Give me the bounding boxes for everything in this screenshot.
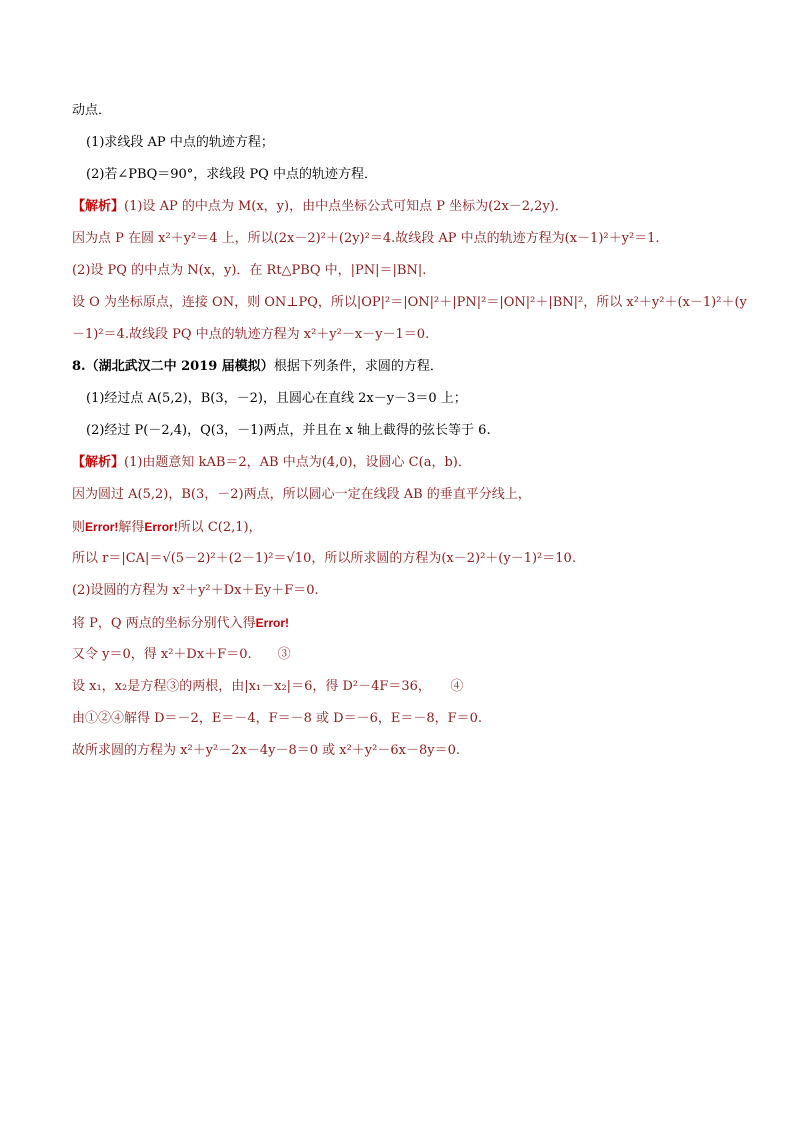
solution-line: (2)设 PQ 的中点为 N(x，y)．在 Rt△PBQ 中，|PN|＝|BN|. (72, 263, 427, 278)
solution-line: 因为点 P 在圆 x²＋y²＝4 上，所以(2x－2)²＋(2y)²＝4.故线段 AP 中点的轨迹方程为(x－1)²＋y²＝1. (72, 231, 660, 246)
solution-line: 由①②④解得 D＝－2，E＝－4，F＝－8 或 D＝－6，E＝－8，F＝0. (72, 711, 483, 726)
solution-line: 【解析】(1)由题意知 kAB＝2，AB 中点为(4,0)，设圆心 C(a，b)． (72, 455, 471, 470)
solution-line: 【解析】(1)设 AP 的中点为 M(x，y)，由中点坐标公式可知点 P 坐标为(2x－2,2y)． (72, 199, 568, 214)
solution-line: 所以 r＝|CA|＝√(5－2)²＋(2－1)²＝√10，所以所求圆的方程为(x－2)²＋(y－1)²＝10. (72, 551, 576, 566)
solution-line: 因为圆过 A(5,2)，B(3，－2)两点，所以圆心一定在线段 AB 的垂直平分线上， (72, 487, 531, 502)
question-part-1: (1)经过点 A(5,2)，B(3，－2)，且圆心在直线 2x－y－3＝0 上； (86, 391, 467, 406)
solution-line: 设 x₁，x₂是方程③的两根，由|x₁－x₂|＝6，得 D²－4F＝36， ④ (72, 679, 464, 694)
error-field: Error! (255, 616, 290, 630)
error-field: Error! (85, 520, 119, 534)
solution-line: 则Error!解得Error!所以 C(2,1)， (72, 520, 262, 535)
solution-line: 将 P，Q 两点的坐标分别代入得Error! (72, 616, 290, 631)
error-field: Error! (144, 520, 178, 534)
question-part-2: (2)若∠PBQ＝90°，求线段 PQ 中点的轨迹方程． (86, 167, 377, 182)
solution-tag: 【解析】 (72, 199, 125, 214)
solution-line: －1)²＝4.故线段 PQ 中点的轨迹方程为 x²＋y²－x－y－1＝0. (72, 327, 430, 342)
question-part-2: (2)经过 P(－2,4)，Q(3，－1)两点，并且在 x 轴上截得的弦长等于 6. (86, 423, 491, 438)
problem-heading: 8.（湖北武汉二中 2019 届模拟）根据下列条件，求圆的方程． (72, 359, 443, 374)
question-part-1: (1)求线段 AP 中点的轨迹方程； (86, 135, 274, 150)
solution-line: (2)设圆的方程为 x²＋y²＋Dx＋Ey＋F＝0. (72, 583, 319, 598)
text-line: 动点． (72, 103, 112, 118)
solution-line: 设 O 为坐标原点，连接 ON，则 ON⊥PQ，所以|OP|²＝|ON|²＋|PN|²＝|ON|²＋|BN|²，所以 x²＋y²＋(x－1)²＋(y (72, 295, 747, 310)
solution-tag: 【解析】 (72, 455, 125, 470)
solution-line: 故所求圆的方程为 x²＋y²－2x－4y－8＝0 或 x²＋y²－6x－8y＝0. (72, 743, 460, 758)
solution-line: 又令 y＝0，得 x²＋Dx＋F＝0. ③ (72, 647, 291, 662)
